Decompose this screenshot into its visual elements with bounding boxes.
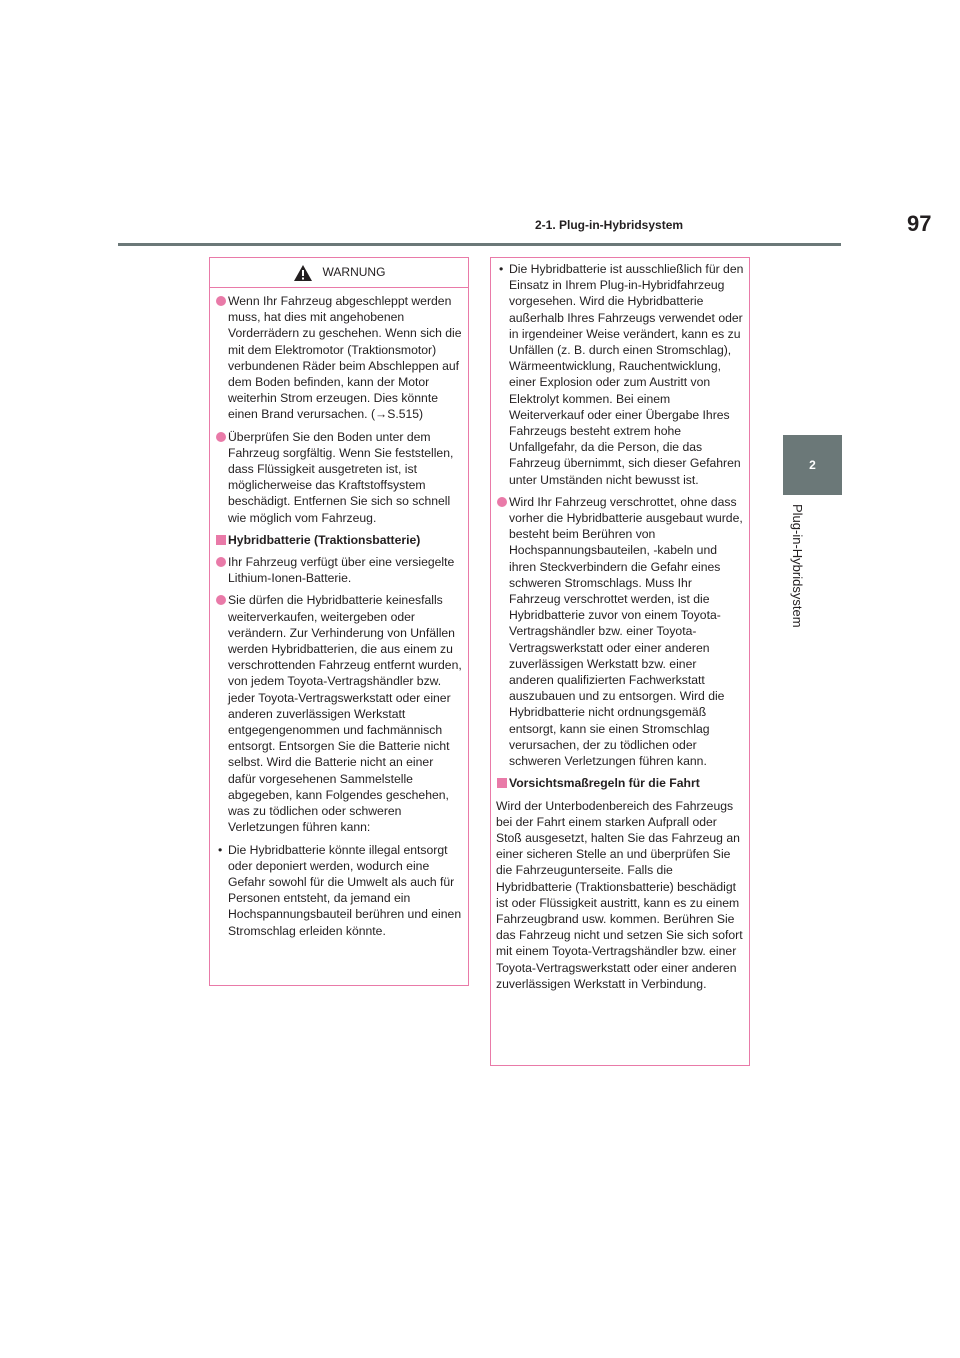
continuation-box [490, 257, 750, 1066]
warning-header [210, 258, 468, 288]
section-heading: Vorsichtsmaßregeln für die Fahrt [496, 775, 744, 791]
warning-item: Wird Ihr Fahrzeug verschrottet, ohne dass vorher die Hybridbatterie ausgebaut wurde, besteht beim Berühren von Hochspannungsbauteilen, -kabeln und ihren Steckverbindern die Gefahr eines schweren Stromschlags. Muss Ihr Fahrzeug verschrottet werden, ist die Hybridbatterie zuvor von einem Toyota-Vertragshändler bzw. einer Toyota-Vertragswerkstatt oder einer anderen zuverlässigen Werkstatt bzw. einer anderen qualifizierten Fachwerkstatt auszubauen und zu entsorgen. Wird die Hybridbatterie nicht ordnungsgemäß entsorgt, kann sie einen Stromschlag verursachen, der zu tödlichen oder schweren Verletzungen führen kann. [496, 494, 744, 769]
section-title: 2-1. Plug-in-Hybridsystem [535, 218, 684, 232]
section-text: Wird der Unterbodenbereich des Fahrzeugs bei der Fahrt einem starken Aufprall oder Stoß ausgesetzt, halten Sie das Fahrzeug an einer sicheren Stelle an und überprüfen Sie die Fahrzeugunterseite. Falls die Hybridbatterie (Traktionsbatterie) beschädigt ist oder Flüssigkeit austritt, kann es zu einem Fahrzeugbrand usw. kommen. Berühren Sie das Fahrzeug nicht und setzen Sie sich sofort mit einem Toyota-Vertragshändler bzw. einer Toyota-Vertragswerkstatt oder einer anderen zuverlässigen Werkstatt in Verbindung. [496, 798, 743, 991]
warning-item: Sie dürfen die Hybridbatterie keinesfalls weiterverkaufen, weitergeben oder verändern. Zur Verhinderung von Unfällen werden Hybridbatterien, die aus einem zu verschrottenden Fahrzeug entfernt wurden, von jedem Toyota-Vertragshändler bzw. jeder Toyota-Vertragswerkstatt oder einer anderen zuverlässigen Werkstatt entgegengenommen und fachmännisch entsorgt. Entsorgen Sie die Batterie nicht selbst. Wird die Batterie nicht an einer dafür vorgesehenen Sammelstelle abgegeben, kann Folgendes geschehen, was zu tödlichen oder schweren Verletzungen führen kann: [215, 592, 463, 835]
header-rule [118, 243, 841, 246]
bullet-dot-icon [497, 497, 507, 507]
warning-item: Wenn Ihr Fahrzeug abgeschleppt werden muss, hat dies mit angehobenen Vorderrädern zu geschehen. Wenn sich die mit dem Elektromotor (Traktionsmotor) verbundenen Räder beim Abschleppen auf dem Boden befinden, kann der Motor weiterhin Strom erzeugen. Dies könnte einen Brand verursachen. (→S.515) [215, 293, 463, 423]
bullet-square-icon [216, 535, 226, 545]
warning-subitem: • Die Hybridbatterie könnte illegal entsorgt oder deponiert werden, wodurch eine Gefahr sowohl für die Umwelt als auch für Personen entsteht, da jemand ein Hochspannungsbauteil berühren und einen Stromschlag erleiden könnte. [218, 842, 462, 938]
warning-triangle-icon [293, 264, 313, 282]
warning-title: WARNUNG [322, 265, 386, 280]
bullet-small-icon: • [499, 262, 504, 276]
chapter-label: Plug-in-Hybridsystem [790, 504, 805, 628]
warning-subitem: • Die Hybridbatterie ist ausschließlich für den Einsatz in Ihrem Plug-in-Hybridfahrzeug vorgesehen. Wird die Hybridbatterie außerhalb Ihres Fahrzeugs verwendet oder in irgendeiner Weise verändert, kann es zu Unfällen (z. B. durch einen Stromschlag), Wärmeentwicklung, Rauchentwicklung, einer Explosion oder zum Austritt von Elektrolyt kommen. Bei einem Weiterverkauf oder einer Übergabe Ihres Fahrzeugs besteht extrem hohe Unfallgefahr, da die Person, die das Fahrzeug übernimmt, sich dieser Gefahren unter Umständen nicht bewusst ist. [499, 262, 744, 487]
page-number: 97 [907, 211, 932, 236]
bullet-square-icon [497, 778, 507, 788]
warning-item: Überprüfen Sie den Boden unter dem Fahrzeug sorgfältig. Wenn Sie feststellen, dass Flüssigkeit ausgetreten ist, ist möglicherweise das Kraftstoffsystem beschädigt. Entfernen Sie sich so schnell wie möglich vom Fahrzeug. [215, 429, 463, 526]
warning-box [209, 257, 469, 986]
chapter-number: 2 [809, 458, 816, 472]
bullet-dot-icon [216, 296, 226, 306]
chapter-tab [783, 435, 842, 495]
warning-item: Ihr Fahrzeug verfügt über eine versiegelte Lithium-Ionen-Batterie. [215, 554, 463, 586]
section-heading: Hybridbatterie (Traktionsbatterie) [215, 532, 463, 548]
bullet-dot-icon [216, 557, 226, 567]
bullet-dot-icon [216, 595, 226, 605]
bullet-small-icon: • [218, 842, 223, 857]
bullet-dot-icon [216, 432, 226, 442]
